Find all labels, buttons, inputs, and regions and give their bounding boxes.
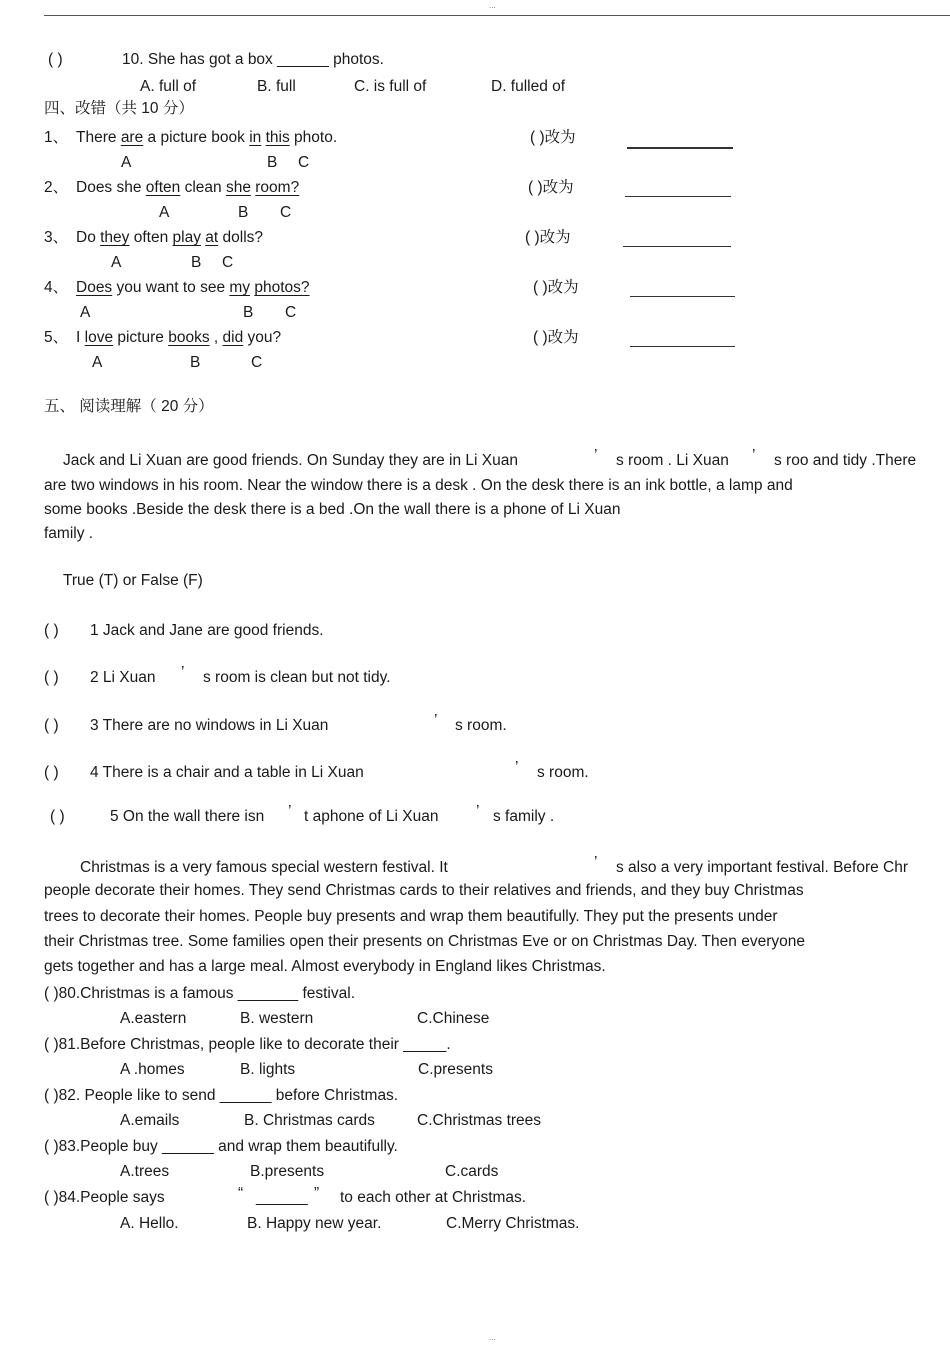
section-4-title: 四、改错（共 10 分） [44, 100, 194, 117]
correction-item-3-number: 3、 [44, 229, 69, 246]
tf-1-paren[interactable]: ( ) [44, 622, 59, 639]
correction-item-2-label-a: A [159, 204, 170, 221]
tf-2-text-b: s room is clean but not tidy. [203, 669, 391, 686]
error-part-a: are [120, 129, 144, 146]
mc-83-question: ( )83.People buy ______ and wrap them beautifully. [44, 1138, 398, 1155]
mc-84-open-quote: “ [238, 1185, 244, 1202]
correction-item-4-answer-paren[interactable]: ( )改为 [533, 279, 579, 296]
correction-item-2-answer-blank[interactable] [625, 196, 731, 197]
passage-1-line-1c: s roo and tidy .There [774, 452, 917, 469]
correction-item-4-label-a: A [80, 304, 91, 321]
mc-80-question: ( )80.Christmas is a famous _______ festival. [44, 985, 355, 1002]
mc-84-option-b: B. Happy new year. [247, 1215, 382, 1232]
q10-paren: ( ) [48, 51, 63, 68]
mc-80-option-c: C.Chinese [417, 1010, 490, 1027]
passage-1-line-2: are two windows in his room. Near the window there is a desk . On the desk there is an ink bottle, a lamp and [44, 477, 793, 494]
passage-1-apostrophe-1: ’ [594, 447, 598, 464]
tf-3-text-a: 3 There are no windows in Li Xuan [90, 717, 329, 734]
tf-5-apostrophe-2: ’ [476, 803, 480, 820]
correction-item-3-answer-blank[interactable] [623, 246, 731, 247]
correction-item-5-sentence: I love picture books , did you? [76, 329, 282, 346]
correction-item-1-label-b: B [267, 154, 278, 171]
passage-1-line-3: some books .Beside the desk there is a bed .On the wall there is a phone of Li Xuan [44, 501, 621, 518]
mc-80-option-a: A.eastern [120, 1010, 187, 1027]
top-rule [44, 15, 950, 16]
mc-82-option-c: C.Christmas trees [417, 1112, 542, 1129]
mc-83-option-c: C.cards [445, 1163, 499, 1180]
tf-2-text-a: 2 Li Xuan [90, 669, 156, 686]
error-part-c: at [205, 229, 219, 246]
mc-84-option-c: C.Merry Christmas. [446, 1215, 580, 1232]
correction-item-3-label-a: A [111, 254, 122, 271]
mc-81-option-c: C.presents [418, 1061, 493, 1078]
top-page-marker: ... [489, 1, 496, 10]
correction-item-5-label-a: A [92, 354, 103, 371]
tf-3-apostrophe: ’ [434, 712, 438, 729]
correction-item-5-label-b: B [190, 354, 201, 371]
mc-82-option-a: A.emails [120, 1112, 180, 1129]
correction-item-4-sentence: Does you want to see my photos? [76, 279, 310, 296]
q10-option-b: B. full [257, 78, 296, 95]
error-part-c: room? [255, 179, 300, 196]
mc-82-option-b: B. Christmas cards [244, 1112, 375, 1129]
bottom-page-marker: ... [489, 1333, 496, 1342]
correction-item-4-number: 4、 [44, 279, 69, 296]
section-5-title: 五、 阅读理解（ 20 分） [44, 398, 214, 415]
error-part-c: this [265, 129, 290, 146]
tf-2-apostrophe: ’ [181, 664, 185, 681]
correction-item-1-sentence: There are a picture book in this photo. [76, 129, 338, 146]
mc-84-question-b: to each other at Christmas. [340, 1189, 527, 1206]
correction-item-2-label-b: B [238, 204, 249, 221]
tf-5-text-c: s family . [493, 808, 555, 825]
correction-item-3-label-b: B [191, 254, 202, 271]
correction-item-1-label-c: C [298, 154, 310, 171]
mc-81-question: ( )81.Before Christmas, people like to decorate their _____. [44, 1036, 451, 1053]
correction-item-4-answer-blank[interactable] [630, 296, 735, 297]
correction-item-1-label-a: A [121, 154, 132, 171]
tf-5-text-b: t aphone of Li Xuan [304, 808, 439, 825]
correction-item-2-number: 2、 [44, 179, 69, 196]
passage-2-line-4: their Christmas tree. Some families open their presents on Christmas Eve or on Christmas Day. Then everyone [44, 933, 805, 950]
passage-1-line-4: family . [44, 525, 94, 542]
mc-81-option-a: A .homes [120, 1061, 185, 1078]
mc-83-option-a: A.trees [120, 1163, 170, 1180]
q10-stem: 10. She has got a box ______ photos. [122, 51, 384, 68]
q10-option-a: A. full of [140, 78, 196, 95]
mc-81-option-b: B. lights [240, 1061, 296, 1078]
passage-2-line-1b: s also a very important festival. Before Chr [616, 859, 909, 876]
error-part-b: play [172, 229, 201, 246]
mc-84-option-a: A. Hello. [120, 1215, 179, 1232]
correction-item-1-answer-blank[interactable] [627, 147, 733, 149]
correction-item-5-number: 5、 [44, 329, 69, 346]
tf-4-apostrophe: ’ [515, 759, 519, 776]
passage-2-line-5: gets together and has a large meal. Almost everybody in England likes Christmas. [44, 958, 606, 975]
tf-5-paren[interactable]: ( ) [50, 808, 65, 825]
error-part-c: photos? [254, 279, 310, 296]
correction-item-4-label-b: B [243, 304, 254, 321]
correction-item-5-label-c: C [251, 354, 263, 371]
passage-2-apostrophe: ’ [594, 854, 598, 871]
error-part-a: often [145, 179, 181, 196]
tf-1-text: 1 Jack and Jane are good friends. [90, 622, 324, 639]
correction-item-1-answer-paren[interactable]: ( )改为 [530, 129, 576, 146]
tf-4-text-b: s room. [537, 764, 589, 781]
tf-5-text-a: 5 On the wall there isn [110, 808, 265, 825]
passage-1-line-1b: s room . Li Xuan [616, 452, 729, 469]
correction-item-2-label-c: C [280, 204, 292, 221]
passage-2-line-3: trees to decorate their homes. People buy presents and wrap them beautifully. They put the presents under [44, 908, 778, 925]
error-part-c: did [222, 329, 244, 346]
q10-option-c: C. is full of [354, 78, 427, 95]
mc-84-close-quote: ” [314, 1185, 320, 1202]
correction-item-2-sentence: Does she often clean she room? [76, 179, 300, 196]
mc-84-question-a: ( )84.People says [44, 1189, 165, 1206]
error-part-a: Does [76, 279, 113, 296]
correction-item-5-answer-blank[interactable] [630, 346, 735, 347]
correction-item-5-answer-paren[interactable]: ( )改为 [533, 329, 579, 346]
q10-option-d: D. fulled of [491, 78, 566, 95]
correction-item-2-answer-paren[interactable]: ( )改为 [528, 179, 574, 196]
error-part-a: they [100, 229, 130, 246]
passage-2-line-1a: Christmas is a very famous special western festival. It [80, 859, 448, 876]
mc-84-blank: ______ [256, 1189, 308, 1206]
correction-item-1-number: 1、 [44, 129, 69, 146]
error-part-b: my [229, 279, 251, 296]
true-false-instruction: True (T) or False (F) [63, 572, 203, 589]
passage-1-apostrophe-2: ’ [752, 447, 756, 464]
tf-2-paren[interactable]: ( ) [44, 669, 59, 686]
error-part-b: books [168, 329, 210, 346]
tf-4-text-a: 4 There is a chair and a table in Li Xuan [90, 764, 364, 781]
correction-item-3-answer-paren[interactable]: ( )改为 [525, 229, 571, 246]
correction-item-3-sentence: Do they often play at dolls? [76, 229, 264, 246]
passage-1-line-1a: Jack and Li Xuan are good friends. On Sunday they are in Li Xuan [63, 452, 518, 469]
error-part-a: love [84, 329, 114, 346]
correction-item-4-label-c: C [285, 304, 297, 321]
mc-82-question: ( )82. People like to send ______ before Christmas. [44, 1087, 399, 1104]
tf-5-apostrophe-1: ’ [288, 803, 292, 820]
mc-83-option-b: B.presents [250, 1163, 325, 1180]
tf-3-paren[interactable]: ( ) [44, 717, 59, 734]
tf-3-text-b: s room. [455, 717, 507, 734]
tf-4-paren[interactable]: ( ) [44, 764, 59, 781]
passage-2-line-2: people decorate their homes. They send Christmas cards to their relatives and friends, and they buy Christmas [44, 882, 804, 899]
error-part-b: she [225, 179, 251, 196]
error-part-b: in [249, 129, 262, 146]
correction-item-3-label-c: C [222, 254, 234, 271]
mc-80-option-b: B. western [240, 1010, 314, 1027]
